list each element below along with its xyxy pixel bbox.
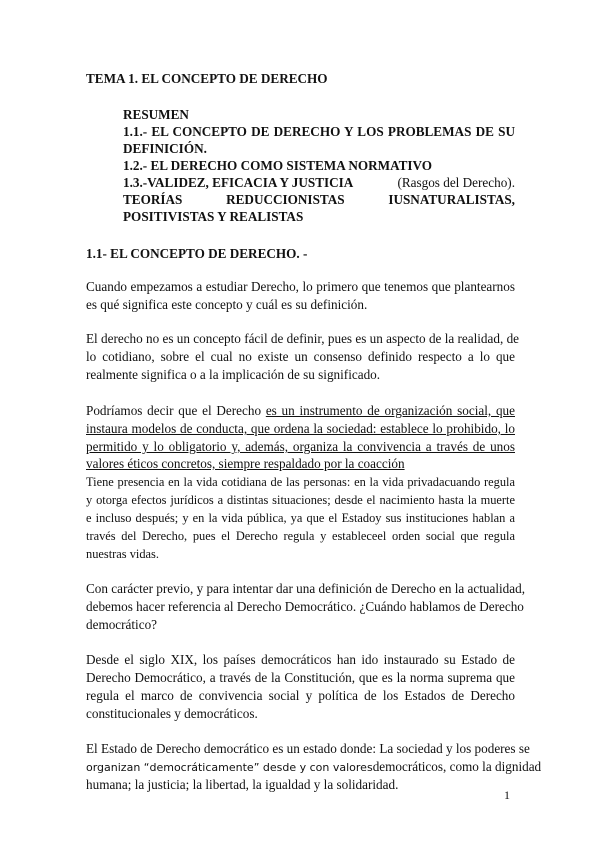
page-number: 1 (504, 788, 510, 802)
underlined-line: valores éticos concretos, siempre respaldado por la coacción (86, 456, 405, 471)
paragraph-line: regula el marco de convivencia social y política de los Estados de Derecho (86, 688, 515, 703)
outline-item-1-1-cont: DEFINICIÓN. (123, 141, 207, 156)
section-heading: 1.1- EL CONCEPTO DE DERECHO. - (86, 246, 308, 261)
outline-word-reduccionistas: REDUCCIONISTAS (226, 192, 345, 207)
paragraph-line: Derecho Democrático, a través de la Constitución, que es la norma suprema que (86, 670, 515, 685)
paragraph-line: Cuando empezamos a estudiar Derecho, lo primero que tenemos que plantearnos (86, 279, 515, 294)
paragraph-text: Podríamos decir que el Derecho (86, 403, 266, 418)
paragraph-line: constitucionales y democráticos. (86, 706, 258, 721)
paragraph-line (86, 402, 515, 420)
underlined-line: instaura modelos de conducta, que ordena la sociedad: establece lo prohibido, lo (86, 421, 515, 436)
paragraph-line: Tiene presencia en la vida cotidiana de las personas: en la vida privadacuando regula (86, 475, 515, 489)
paragraph-line: democrático? (86, 617, 158, 632)
paragraph-line: Con carácter previo, y para intentar dar una definición de Derecho en la actualidad, (86, 581, 526, 596)
outline-item-1-3-note: (Rasgos del Derecho). (397, 175, 515, 190)
underlined-text: es un instrumento de organización social, que (265, 403, 515, 418)
paragraph-line: El derecho no es un concepto fácil de definir, pues es un aspecto de la realidad, de (86, 331, 520, 346)
paragraph-line: realmente significa o a la implicación de su significado. (86, 367, 381, 382)
paragraph-line: El Estado de Derecho democrático es un estado donde: La sociedad y los poderes se (86, 741, 530, 756)
paragraph-line: lo cotidiano, sobre el cual no existe un consenso definido respecto a lo que (86, 349, 515, 364)
outline-item-1-3-cont2: POSITIVISTAS Y REALISTAS (123, 209, 304, 224)
outline-item-1-3 (123, 174, 515, 192)
outline-word-teorias: TEORÍAS (123, 192, 183, 207)
doc-title: TEMA 1. EL CONCEPTO DE DERECHO (86, 71, 328, 86)
outline-item-1-3-title: 1.3.-VALIDEZ, EFICACIA Y JUSTICIA (123, 175, 354, 190)
paragraph-line: nuestras vidas. (86, 547, 159, 561)
outline-resumen: RESUMEN (123, 107, 189, 122)
mono-text-segment: organizan “democráticamente” desde y con valores (86, 761, 373, 774)
outline-item-1-1: 1.1.- EL CONCEPTO DE DERECHO Y LOS PROBLEMAS DE SU (123, 124, 515, 139)
outline-word-iusnaturalistas: IUSNATURALISTAS, (388, 192, 515, 207)
paragraph-line: través del Derecho, pues el Derecho regula y estableceel orden social que regula (86, 529, 515, 543)
underlined-line: permitido y lo obligatorio y, además, organiza la convivencia a través de unos (86, 439, 515, 454)
outline-item-1-2: 1.2.- EL DERECHO COMO SISTEMA NORMATIVO (123, 158, 433, 173)
paragraph-line: e incluso después; y en la vida pública, ya que el Estadoy sus instituciones hablan a (86, 511, 515, 525)
outline-item-1-3-cont (123, 191, 515, 209)
paragraph-line (86, 758, 542, 777)
paragraph-line: Desde el siglo XIX, los países democráticos han ido instaurado su Estado de (86, 652, 515, 667)
paragraph-text: democráticos, como la dignidad (372, 759, 542, 774)
paragraph-line: es qué significa este concepto y cuál es su definición. (86, 297, 368, 312)
paragraph-line: y otorga efectos jurídicos a distintas situaciones; desde el nacimiento hasta la muerte (86, 493, 515, 507)
paragraph-line: humana; la justicia; la libertad, la igualdad y la solidaridad. (86, 777, 399, 792)
paragraph-line: debemos hacer referencia al Derecho Democrático. ¿Cuándo hablamos de Derecho (86, 599, 524, 614)
